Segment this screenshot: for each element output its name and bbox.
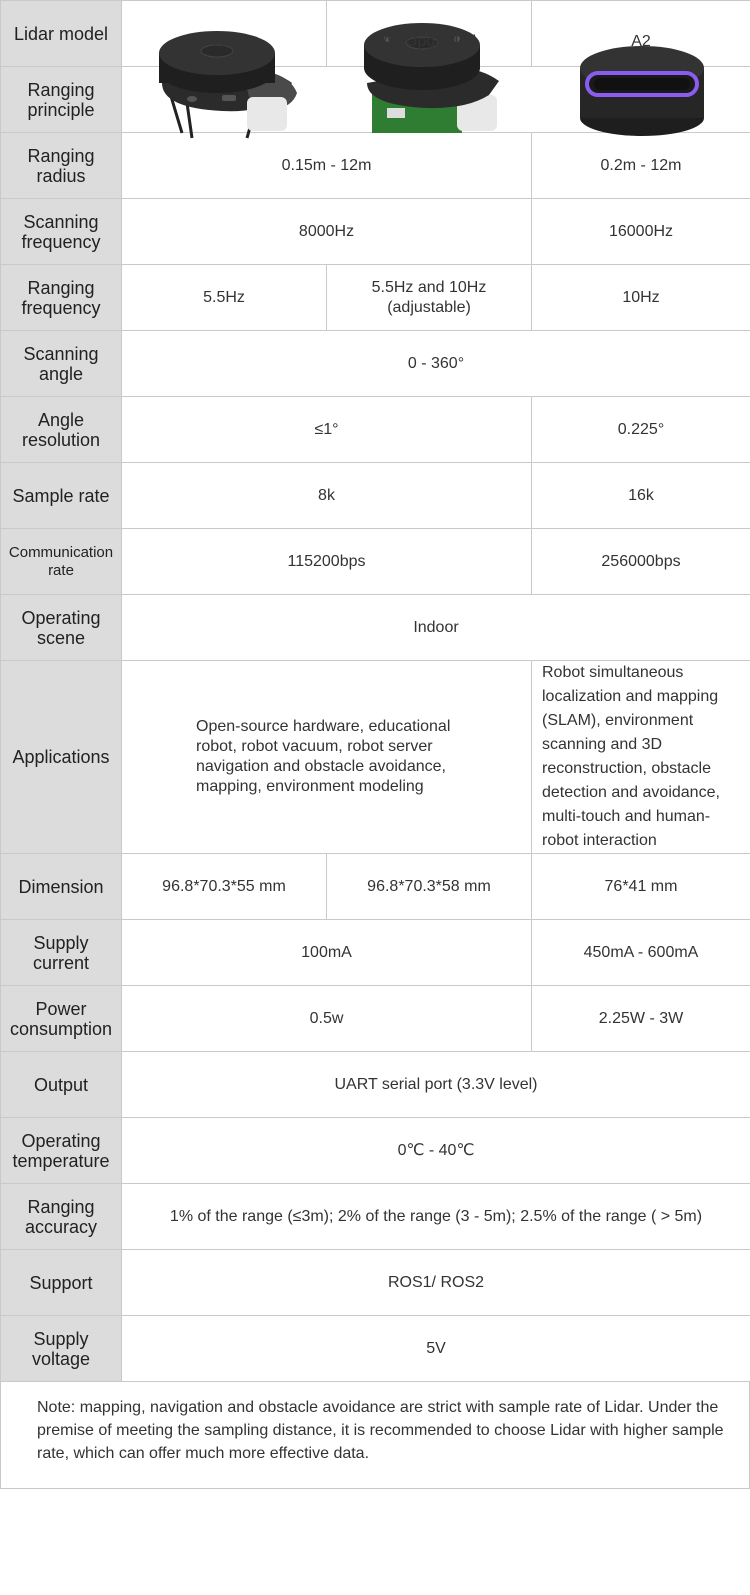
label-operating-scene: Operating scene xyxy=(1,595,122,661)
value-dimension-a1-upgraded: 96.8*70.3*58 mm xyxy=(327,854,532,920)
value-supply-voltage: 5V xyxy=(122,1316,750,1382)
label-supply-voltage: Supply voltage xyxy=(1,1316,122,1382)
row-communication-rate xyxy=(1,529,750,595)
value-output: UART serial port (3.3V level) xyxy=(122,1052,750,1118)
cell-a1 xyxy=(122,1,327,67)
label-support: Support xyxy=(1,1250,122,1316)
value-operating-scene: Indoor xyxy=(122,595,750,661)
row-supply-voltage xyxy=(1,1316,750,1382)
row-sample-rate xyxy=(1,463,750,529)
value-scanning-angle: 0 - 360° xyxy=(122,331,750,397)
value-ranging-radius-a2: 0.2m - 12m xyxy=(532,133,750,199)
label-ranging-radius: Ranging radius xyxy=(1,133,122,199)
row-ranging-frequency xyxy=(1,265,750,331)
row-angle-resolution xyxy=(1,397,750,463)
row-dimension xyxy=(1,854,750,920)
value-scanning-frequency-a1: 8000Hz xyxy=(122,199,532,265)
row-applications xyxy=(1,661,750,854)
value-communication-rate-a2: 256000bps xyxy=(532,529,750,595)
label-scanning-angle: Scanning angle xyxy=(1,331,122,397)
row-ranging-accuracy xyxy=(1,1184,750,1250)
row-supply-current xyxy=(1,920,750,986)
label-sample-rate: Sample rate xyxy=(1,463,122,529)
value-sample-rate-a1: 8k xyxy=(122,463,532,529)
footnote: Note: mapping, navigation and obstacle avoidance are strict with sample rate of Lidar. Under the premise of meeting the sampling distance, it is recommended to choose Lidar with higher sample rate, which can offer much more effective data. xyxy=(0,1382,750,1489)
label-angle-resolution: Angle resolution xyxy=(1,397,122,463)
value-dimension-a1: 96.8*70.3*55 mm xyxy=(122,854,327,920)
cell-a2 xyxy=(532,1,750,67)
value-applications-a1: Open-source hardware, educational robot, robot vacuum, robot server navigation and obstacle avoidance, mapping, environment modeling xyxy=(122,661,532,854)
value-sample-rate-a2: 16k xyxy=(532,463,750,529)
label-supply-current: Supply current xyxy=(1,920,122,986)
value-angle-resolution-a1: ≤1° xyxy=(122,397,532,463)
label-operating-temperature: Operating temperature xyxy=(1,1118,122,1184)
value-ranging-frequency-a1-upgraded: 5.5Hz and 10Hz (adjustable) xyxy=(327,265,532,331)
row-power-consumption xyxy=(1,986,750,1052)
value-power-consumption-a2: 2.25W - 3W xyxy=(532,986,750,1052)
value-ranging-accuracy: 1% of the range (≤3m); 2% of the range (3 - 5m); 2.5% of the range ( > 5m) xyxy=(122,1184,750,1250)
value-communication-rate-a1: 115200bps xyxy=(122,529,532,595)
model-name-a2: A2 xyxy=(631,33,651,50)
label-dimension: Dimension xyxy=(1,854,122,920)
label-communication-rate: Communication rate xyxy=(1,529,122,595)
row-operating-temperature xyxy=(1,1118,750,1184)
value-angle-resolution-a2: 0.225° xyxy=(532,397,750,463)
label-ranging-principle: Ranging principle xyxy=(1,67,122,133)
label-scanning-frequency: Scanning frequency xyxy=(1,199,122,265)
row-support xyxy=(1,1250,750,1316)
row-operating-scene xyxy=(1,595,750,661)
value-scanning-frequency-a2: 16000Hz xyxy=(532,199,750,265)
value-operating-temperature: 0℃ - 40℃ xyxy=(122,1118,750,1184)
label-ranging-accuracy: Ranging accuracy xyxy=(1,1184,122,1250)
model-name-a1-upgraded: A1 Upgraded xyxy=(381,33,477,50)
label-output: Output xyxy=(1,1052,122,1118)
label-power-consumption: Power consumption xyxy=(1,986,122,1052)
value-dimension-a2: 76*41 mm xyxy=(532,854,750,920)
value-ranging-frequency-a2: 10Hz xyxy=(532,265,750,331)
value-ranging-frequency-a1: 5.5Hz xyxy=(122,265,327,331)
value-supply-current-a2: 450mA - 600mA xyxy=(532,920,750,986)
model-name-a1: A1 xyxy=(214,33,234,50)
value-applications-a2: Robot simultaneous localization and mapping (SLAM), environment scanning and 3D reconstruction, obstacle detection and avoidance, multi-touch and human-robot interaction xyxy=(532,661,750,854)
row-lidar-model xyxy=(1,1,750,67)
label-applications: Applications xyxy=(1,661,122,854)
value-support: ROS1/ ROS2 xyxy=(122,1250,750,1316)
row-scanning-frequency xyxy=(1,199,750,265)
value-power-consumption-a1: 0.5w xyxy=(122,986,532,1052)
row-output xyxy=(1,1052,750,1118)
cell-a1-upgraded xyxy=(327,1,532,67)
label-lidar-model: Lidar model xyxy=(1,1,122,67)
label-ranging-frequency: Ranging frequency xyxy=(1,265,122,331)
value-ranging-radius-a1: 0.15m - 12m xyxy=(122,133,532,199)
row-scanning-angle xyxy=(1,331,750,397)
value-supply-current-a1: 100mA xyxy=(122,920,532,986)
